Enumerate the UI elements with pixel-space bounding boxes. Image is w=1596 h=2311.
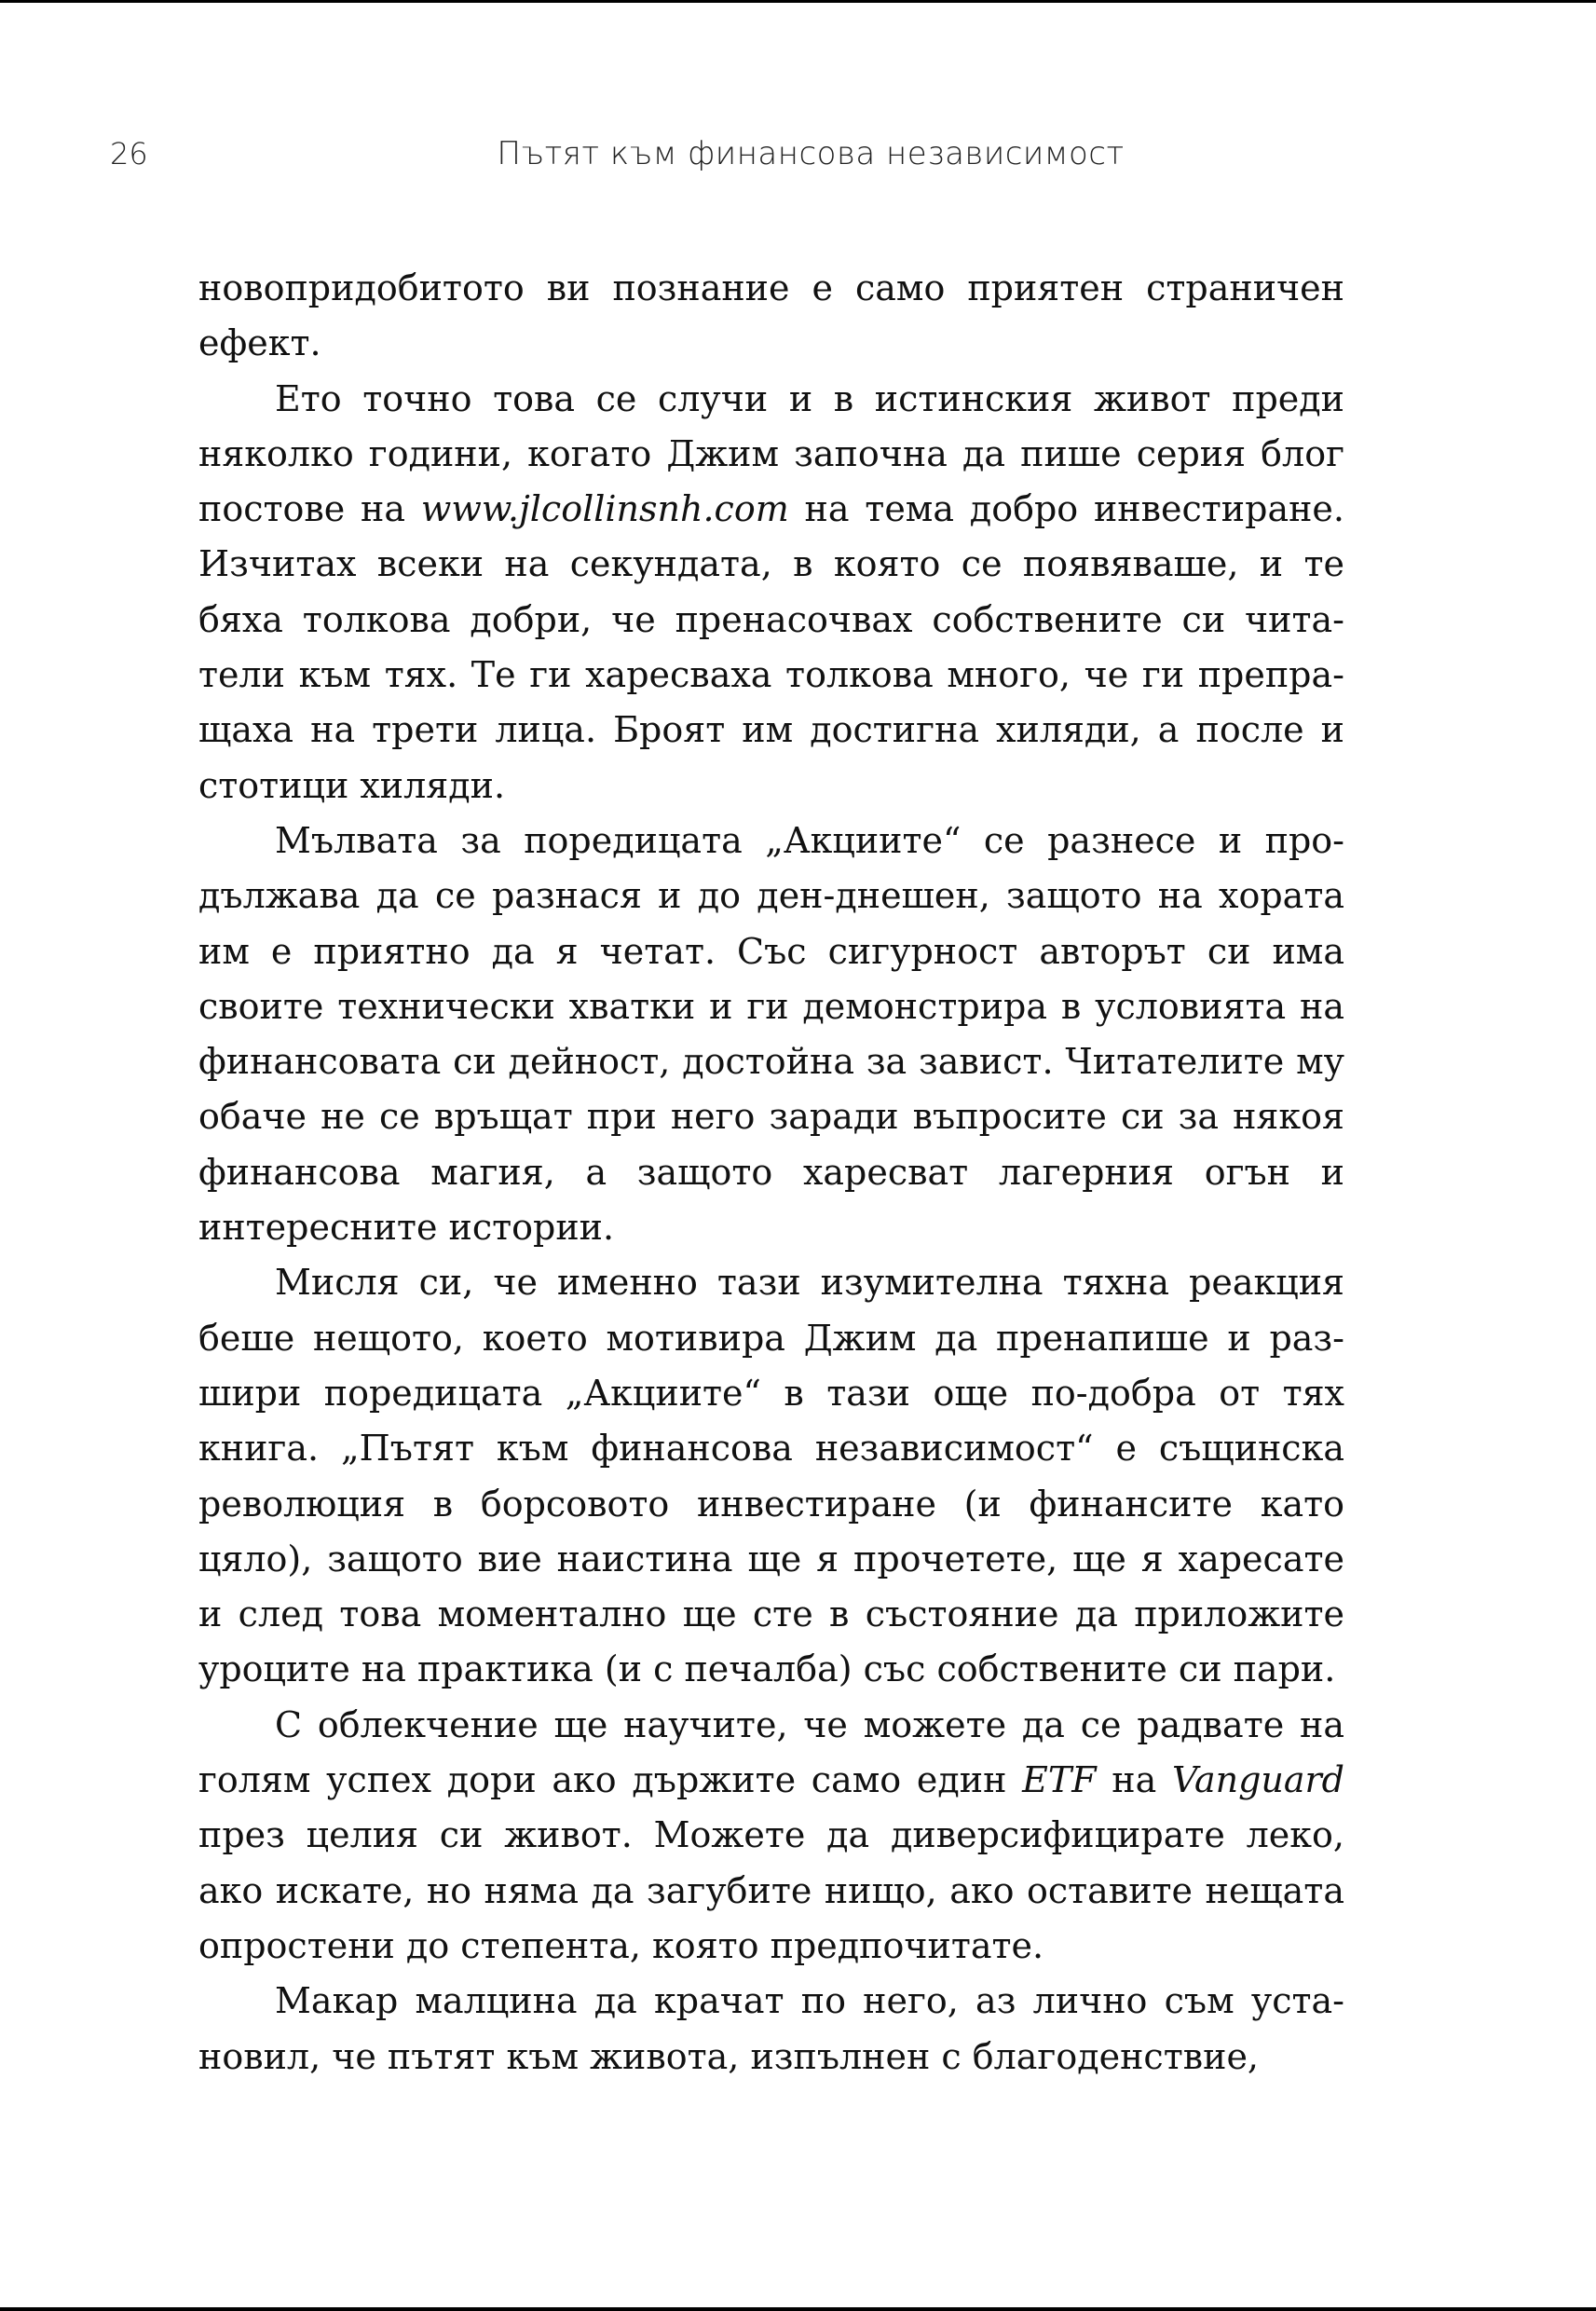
italic-text-run: ETF — [1022, 1759, 1097, 1801]
top-border-rule — [0, 0, 1596, 3]
bottom-border-rule — [0, 2307, 1596, 2311]
running-header — [0, 130, 1596, 177]
text-run: Макар малцина да крачат по него, аз лично съм установил, че пътят към живота, изпълнен с благоденствие, — [198, 1980, 1344, 2077]
italic-text-run: www.jlcollinsnh.com — [420, 488, 789, 530]
paragraph — [198, 1698, 1344, 1974]
paragraph — [198, 261, 1344, 372]
page-number: 26 — [110, 136, 148, 171]
body-text — [198, 261, 1344, 2085]
text-run: Ето точно това се случи и в истинския живот преди няколко години, когато Джим започна да пише серия блог постове на — [198, 377, 1344, 530]
text-run: Мълвата за поредицата „Акциите“ се разнесе и продължава да се разнася и до ден-днешен, защото на хората им е приятно да я четат. Със сигурност авторът си има своите технически хватки и ги демонстрира в условията на финансовата си дейност, достойна за завист. Читателите му обаче не се връщат при него заради въпросите си за някоя финансова магия, а защото харесват лагерния огън и интересните истории. — [198, 819, 1344, 1249]
italic-text-run: Vanguard — [1171, 1759, 1345, 1801]
running-title: Пътят към финансова независимост — [497, 135, 1125, 172]
paragraph — [198, 1255, 1344, 1697]
text-run: през целия си живот. Можете да диверсифицирате леко, ако искате, но няма да загубите нищо, ако оставите нещата опростени до степента, която предпочитате. — [198, 1814, 1344, 1966]
text-run: Мисля си, че именно тази изумителна тяхна реакция беше нещото, което мотивира Джим да пренапише и разшири поредицата „Акциите“ в тази още по-добра от тях книга. „Пътят към финансова независимост“ е същинска революция в борсовото инвестиране (и финансите като цяло), защото вие наистина ще я прочетете, ще я харесате и след това моментално ще сте в състояние да приложите уроците на практика (и с печалба) със собствените си пари. — [198, 1262, 1344, 1690]
paragraph — [198, 372, 1344, 814]
text-run: С облекчение ще научите, че можете да се радвате на голям успех дори ако държите само един — [198, 1703, 1344, 1801]
text-run: на — [1096, 1759, 1172, 1801]
paragraph — [198, 1974, 1344, 2085]
paragraph — [198, 814, 1344, 1255]
text-run: на тема добро инвестиране. Изчитах всеки на секундата, в която се появяваше, и те бяха толкова добри, че пренасочвах собствените си читатели към тях. Те ги харесваха толкова много, че ги препращаха на трети лица. Броят им достигна хиляди, а после и стотици хиляди. — [198, 488, 1344, 806]
text-run: новопридобитото ви познание е само приятен страничен ефект. — [198, 267, 1344, 364]
